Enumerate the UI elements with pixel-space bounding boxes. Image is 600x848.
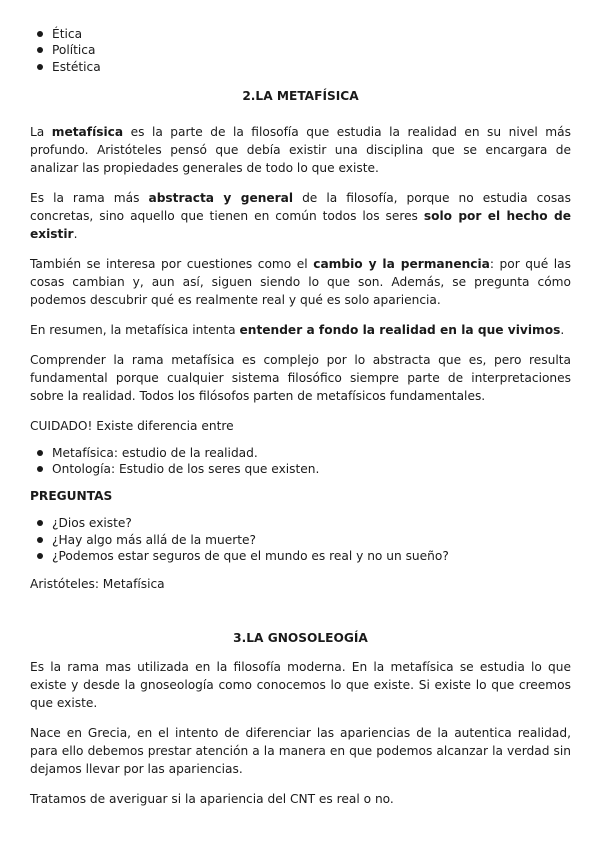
bullet-icon [37, 47, 43, 53]
paragraph: La metafísica es la parte de la filosofía que estudia la realidad en su nivel más profundo. Aristóteles pensó que debía existir una disciplina que se encargara de analizar las propiedades generales de todo lo que existe. [30, 124, 571, 175]
paragraph: Comprender la rama metafísica es complejo por lo abstracta que es, pero resulta fundamental porque cualquier sistema filosófico siempre parte de interpretaciones sobre la realidad. Todos los filósofos parten de metafísicos fundamentales. [30, 352, 571, 403]
bullet-icon [37, 450, 43, 456]
difference-list [30, 445, 571, 478]
list-item: ¿Dios existe? [30, 515, 571, 531]
paragraph: También se interesa por cuestiones como el cambio y la permanencia: por qué las cosas cambian y, aun así, siguen siendo lo que son. Además, se pregunta cómo podemos descubrir qué es realmente real y qué es solo apariencia. [30, 256, 571, 307]
author-note: Aristóteles: Metafísica [30, 577, 165, 592]
list-item: ¿Hay algo más allá de la muerte? [30, 532, 571, 548]
section-heading-gnoseologia: 3.LA GNOSOLEOGÍA [233, 631, 368, 646]
list-item: Ontología: Estudio de los seres que existen. [30, 461, 571, 477]
bullet-icon [37, 520, 43, 526]
paragraph: Tratamos de averiguar si la apariencia del CNT es real o no. [30, 792, 394, 807]
bullet-icon [37, 64, 43, 70]
bullet-icon [37, 466, 43, 472]
bullet-icon [37, 537, 43, 543]
warning-text: CUIDADO! Existe diferencia entre [30, 418, 234, 433]
questions-list [30, 515, 571, 564]
paragraph: En resumen, la metafísica intenta entender a fondo la realidad en la que vivimos. [30, 322, 565, 337]
paragraph: Nace en Grecia, en el intento de diferenciar las apariencias de la autentica realidad, para ello debemos prestar atención a la manera en que podemos alcanzar la verdad sin dejamos llevar por las apariencias. [30, 726, 571, 777]
list-item: Metafísica: estudio de la realidad. [30, 445, 571, 461]
page-content [30, 26, 571, 808]
intro-list [30, 26, 571, 75]
bullet-icon [37, 553, 43, 559]
section-heading-metafisica: 2.LA METAFÍSICA [242, 88, 359, 103]
bullet-icon [37, 31, 43, 37]
list-item: Ética [30, 26, 571, 42]
questions-heading: PREGUNTAS [30, 489, 113, 504]
paragraph: Es la rama mas utilizada en la filosofía moderna. En la metafísica se estudia lo que existe y desde la gnoseología como conocemos lo que existe. Si existe lo que creemos que existe. [30, 660, 571, 711]
list-item: ¿Podemos estar seguros de que el mundo es real y no un sueño? [30, 548, 571, 564]
list-item: Política [30, 42, 571, 58]
list-item: Estética [30, 59, 571, 75]
paragraph: Es la rama más abstracta y general de la filosofía, porque no estudia cosas concretas, sino aquello que tienen en común todos los seres solo por el hecho de existir. [30, 190, 571, 241]
